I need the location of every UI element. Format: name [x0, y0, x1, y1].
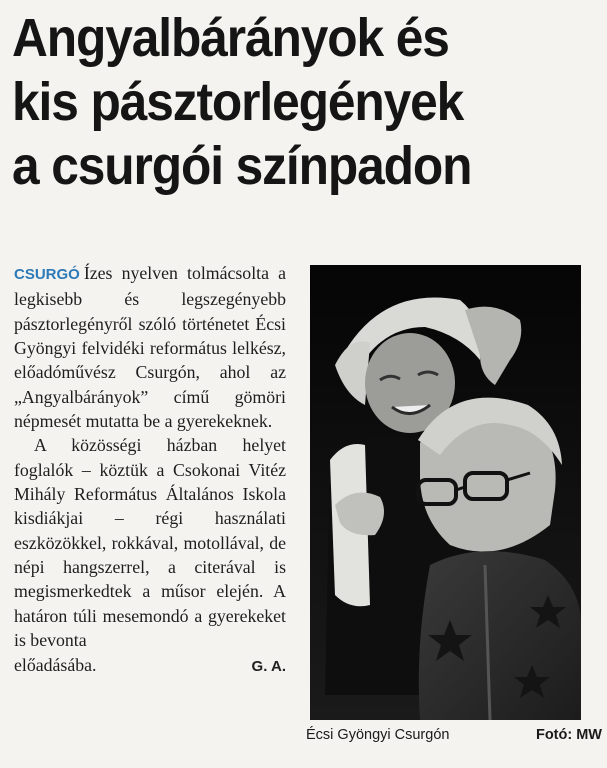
photo-credit: Fotó: MW — [535, 727, 602, 743]
paragraph-1-text: Ízes nyelven tolmácsolta a legkisebb és legszegényebb pásztorlegényről szóló történetet Écsi Gyöngyi felvidéki református lelkész, előadóművész Csurgón, ahol az „Angyalbárányok” című gömöri népmesét mutatta be a gyerekeknek. — [14, 263, 286, 432]
headline-line-1: Angyalbárányok és — [12, 8, 449, 68]
paragraph-2 — [14, 433, 286, 652]
article-photo — [310, 265, 581, 720]
headline-line-2: kis pásztorlegények — [12, 72, 464, 132]
photo-caption-row — [306, 727, 602, 743]
paragraph-1 — [14, 261, 286, 433]
photo-illustration — [310, 265, 581, 720]
article-last-line — [14, 653, 286, 679]
article-body — [14, 261, 286, 679]
headline-line-3: a csurgói színpadon — [12, 136, 472, 196]
paragraph-2-end: előadásába. — [14, 654, 97, 675]
headline — [12, 6, 555, 198]
paragraph-2-text: A közösségi házban helyet foglalók – köztük a Csokonai Vitéz Mihály Református Általános Iskola kisdiákjai – régi használati eszközökkel, rokkával, motollával, de népi hangszerrel, a citerával is megismerkedtek a műsor elején. A határon túli mesemondó a gyerekeket is bevonta — [14, 435, 286, 651]
photo-caption: Écsi Gyöngyi Csurgón — [306, 727, 450, 743]
byline: G. A. — [251, 657, 286, 675]
dateline: CSURGÓ — [14, 266, 80, 283]
